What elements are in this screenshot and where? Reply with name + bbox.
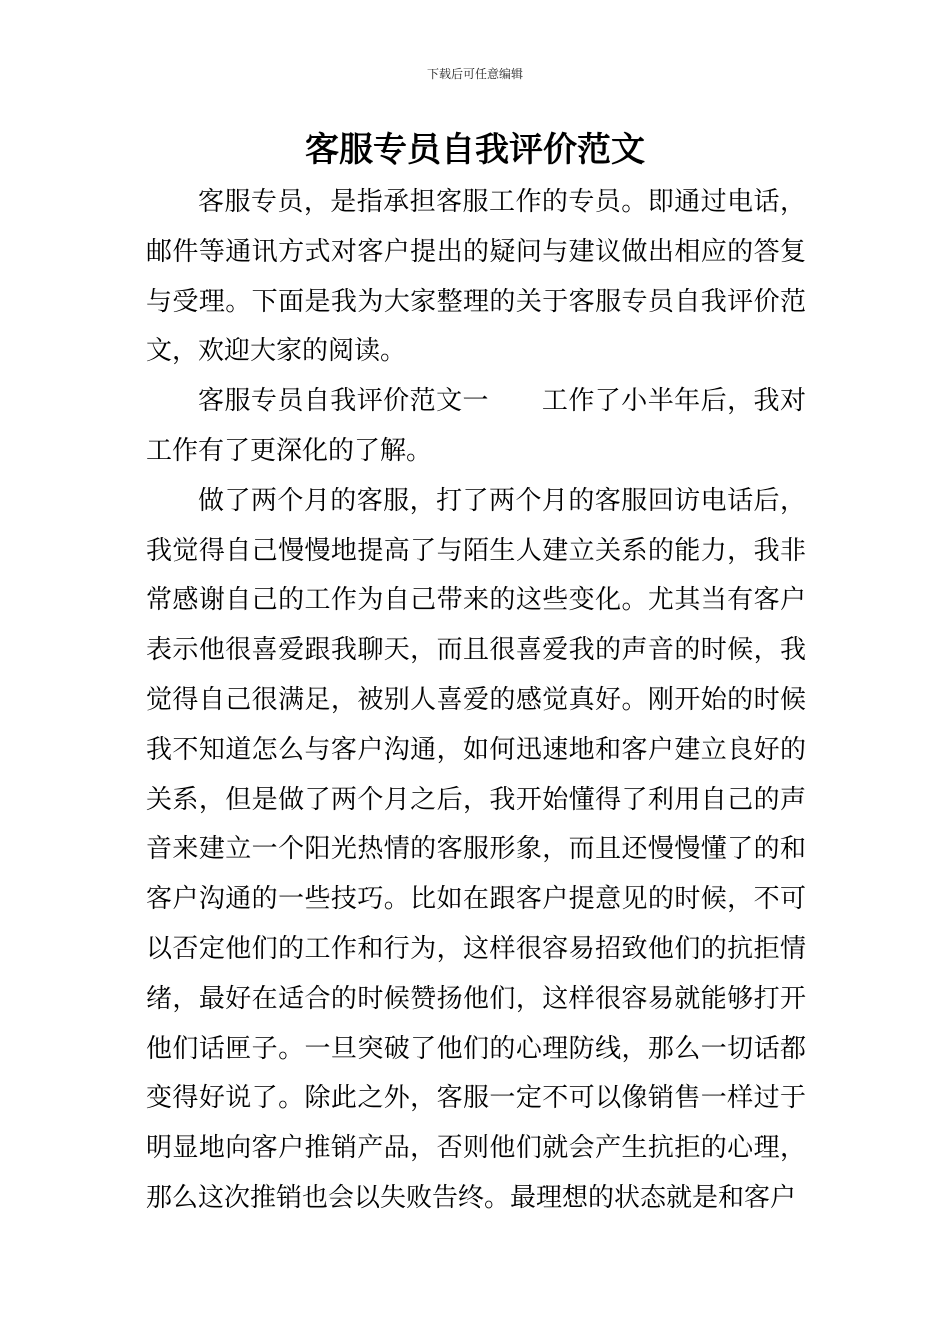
- document-body: [146, 178, 806, 1224]
- document-title: 客服专员自我评价范文: [305, 130, 645, 170]
- header-note: 下载后可任意编辑: [426, 67, 523, 81]
- paragraph-intro: 客服专员，是指承担客服工作的专员。即通过电话，邮件等通讯方式对客户提出的疑问与建议做出相应的答复与受理。下面是我为大家整理的关于客服专员自我评价范文，欢迎大家的阅读。: [146, 187, 806, 367]
- paragraph-section-heading: 客服专员自我评价范文一 工作了小半年后，我对工作有了更深化的了解。: [146, 386, 806, 466]
- paragraph-main: 做了两个月的客服，打了两个月的客服回访电话后，我觉得自己慢慢地提高了与陌生人建立关系的能力，我非常感谢自己的工作为自己带来的这些变化。尤其当有客户表示他很喜爱跟我聊天，而且很喜爱我的声音的时候，我觉得自己很满足，被别人喜爱的感觉真好。刚开始的时候我不知道怎么与客户沟通，如何迅速地和客户建立良好的关系，但是做了两个月之后，我开始懂得了利用自己的声音来建立一个阳光热情的客服形象，而且还慢慢懂了的和客户沟通的一些技巧。比如在跟客户提意见的时候，不可以否定他们的工作和行为，这样很容易招致他们的抗拒情绪，最好在适合的时候赞扬他们，这样很容易就能够打开他们话匣子。一旦突破了他们的心理防线，那么一切话都变得好说了。除此之外，客服一定不可以像销售一样过于明显地向客户推销产品，否则他们就会产生抗拒的心理，那么这次推销也会以失败告终。最理想的状态就是和客户: [146, 485, 806, 1213]
